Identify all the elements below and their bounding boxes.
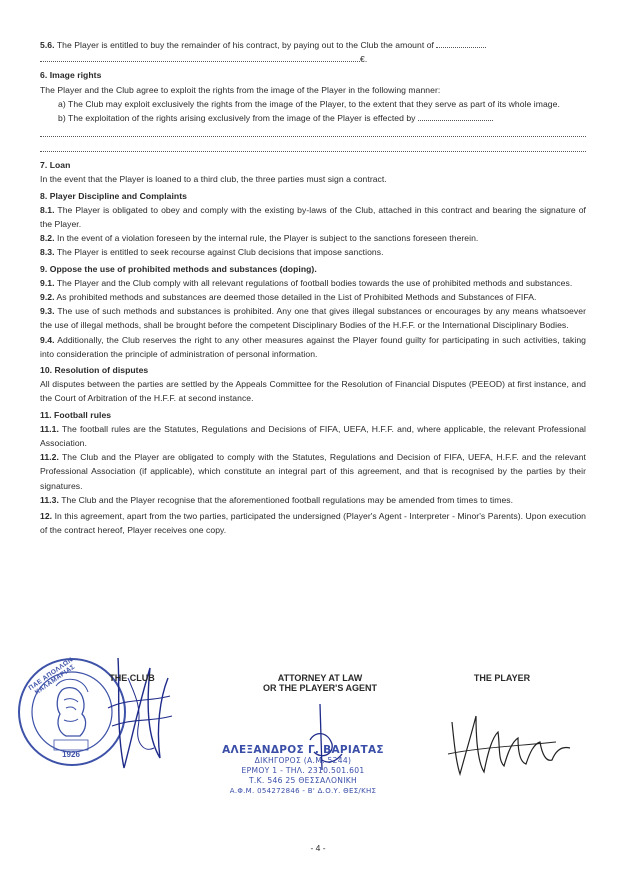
player-signature <box>446 702 576 782</box>
clause-5-6 <box>40 38 586 52</box>
clause-9-4 <box>40 333 586 361</box>
clause-number: 9.4. <box>40 334 55 345</box>
heading-image-rights: 6. Image rights <box>40 70 102 81</box>
clause-text: In the event of a violation foreseen by the internal rule, the Player is subject to the sanctions foreseen therein. <box>57 233 479 244</box>
blank-amount-field-2 <box>40 53 360 62</box>
blank-field <box>418 112 493 121</box>
clause-number: 8.1. <box>40 204 55 215</box>
image-rights-b <box>40 111 586 125</box>
club-signature-label: THE CLUB <box>109 673 155 683</box>
clause-11-1 <box>40 422 586 450</box>
clause-text: The Club and the Player recognise that the aforementioned football regulations may be amended from times to times. <box>61 494 514 505</box>
attorney-label-line2: OR THE PLAYER'S AGENT <box>263 683 377 693</box>
clause-text: The use of such methods and substances is prohibited. Any one that gives illegal substances or encourages by any means whatsoever the use of illegal methods, shall be brought before the competent Disciplinary Bodies of the H.F.F. or the International Disciplinary Bodies. <box>40 306 586 331</box>
clause-9-2 <box>40 290 586 304</box>
clause-text: In this agreement, apart from the two parties, participated the undersigned (Player's Agent - Interpreter - Minor's Parents). Upon execution of the contract hereof, Player receives one copy. <box>40 511 586 536</box>
clause-11-2 <box>40 450 586 493</box>
clause-text: As prohibited methods and substances are deemed those detailed in the List of Prohibited Methods and Substances of FIFA. <box>56 292 537 303</box>
image-rights-a: a) The Club may exploit exclusively the rights from the image of the Player, to the extent that they serve as part of its whole image. <box>58 98 560 109</box>
clause-text: The Player is entitled to buy the remainder of his contract, by paying out to the Club the amount of <box>56 40 434 50</box>
clause-5-6-continued <box>40 52 586 66</box>
clause-number: 11.1. <box>40 423 59 434</box>
lawyer-stamp <box>208 744 398 796</box>
clause-number: 9.3. <box>40 306 55 317</box>
clause-number: 11.2. <box>40 452 59 463</box>
lawyer-stamp-title: ΔΙΚΗΓΟΡΟΣ (Α.Μ. 5244) <box>254 756 352 765</box>
loan-text: In the event that the Player is loaned to a third club, the three parties must sign a contract. <box>40 174 387 185</box>
club-signature <box>98 648 178 778</box>
disputes-text: All disputes between the parties are settled by the Appeals Committee for the Resolution of Financial Disputes (PEEOD) at first instance, and the Court of Arbitration of the H.F.F. at second instance. <box>40 379 586 404</box>
clause-text: The Player and the Club comply with all relevant regulations of football bodies towards the use of prohibited methods and substances. <box>56 277 573 288</box>
heading-doping: 9. Oppose the use of prohibited methods and substances (doping). <box>40 263 317 274</box>
blank-line-2 <box>40 140 586 152</box>
clause-text: The Player is entitled to seek recourse against Club decisions that impose sanctions. <box>56 247 384 258</box>
heading-disputes: 10. Resolution of disputes <box>40 365 149 376</box>
lawyer-stamp-name: ΑΛΕΞΑΝΔΡΟΣ Γ. ΒΑΡΙΑΤΑΣ <box>222 744 384 756</box>
clause-8-2 <box>40 231 586 245</box>
clause-12 <box>40 509 586 537</box>
lawyer-stamp-postal: Τ.Κ. 546 25 ΘΕΣΣΑΛΟΝΙΚΗ <box>248 776 358 785</box>
clause-number: 11.3. <box>40 494 59 505</box>
clause-9-1 <box>40 276 586 290</box>
club-seal-outer-text: ΠΑΕ ΑΠΟΛΛΩΝ ΚΑΛΑΜΑΡΙΑΣ <box>27 656 77 697</box>
clause-number: 8.3. <box>40 247 55 258</box>
clause-11-3 <box>40 493 586 507</box>
heading-discipline: 8. Player Discipline and Complaints <box>40 190 187 201</box>
clause-text: The Club and the Player are obligated to comply with the Statutes, Regulations and Decision of FIFA, UEFA, H.F.F. and the relevant Professional Association (if applicable), which constitute an integral part of this agreement, and that is recognised by the parties by their signatures. <box>40 452 586 491</box>
blank-amount-field <box>436 39 486 48</box>
clause-text: The football rules are the Statutes, Regulations and Decisions of FIFA, UEFA, H.F.F. and, where applicable, the relevant Professional Association. <box>40 423 586 449</box>
attorney-label-line1: ATTORNEY AT LAW <box>277 673 363 683</box>
clause-8-3 <box>40 245 586 259</box>
blank-line-1 <box>40 125 586 137</box>
clause-number: 9.2. <box>40 292 55 303</box>
clause-9-3 <box>40 304 586 332</box>
clause-number: 5.6. <box>40 40 55 50</box>
clause-number: 8.2. <box>40 233 55 244</box>
lawyer-stamp-address: ΕΡΜΟΥ 1 - ΤΗΛ. 2310.501.601 <box>241 766 365 775</box>
clause-number: 9.1. <box>40 277 55 288</box>
club-seal-year: 1926 <box>62 750 80 759</box>
page-number: - 4 - <box>310 843 326 853</box>
clause-number: 12. <box>40 511 53 522</box>
player-signature-label: THE PLAYER <box>473 673 531 683</box>
clause-8-1 <box>40 203 586 231</box>
lawyer-stamp-tax: Α.Φ.Μ. 054272846 - Β' Δ.Ο.Υ. ΘΕΣ/ΚΗΣ <box>229 787 377 795</box>
currency-symbol: €. <box>360 54 368 65</box>
contract-body <box>40 38 586 538</box>
image-rights-b-text: b) The exploitation of the rights arising exclusively from the image of the Player is effected by <box>58 113 416 124</box>
attorney-signature-label <box>230 673 410 693</box>
heading-football-rules: 11. Football rules <box>40 409 112 420</box>
image-rights-intro: The Player and the Club agree to exploit the rights from the image of the Player in the following manner: <box>40 84 441 95</box>
clause-text: Additionally, the Club reserves the right to any other measures against the Player found guilty for participating in such activities, taking into consideration the principle of administration of personal information. <box>40 334 586 359</box>
heading-loan: 7. Loan <box>40 160 71 171</box>
clause-text: The Player is obligated to obey and comply with the existing by-laws of the Club, attached in this contract and bearing the signature of the Player. <box>40 204 586 230</box>
